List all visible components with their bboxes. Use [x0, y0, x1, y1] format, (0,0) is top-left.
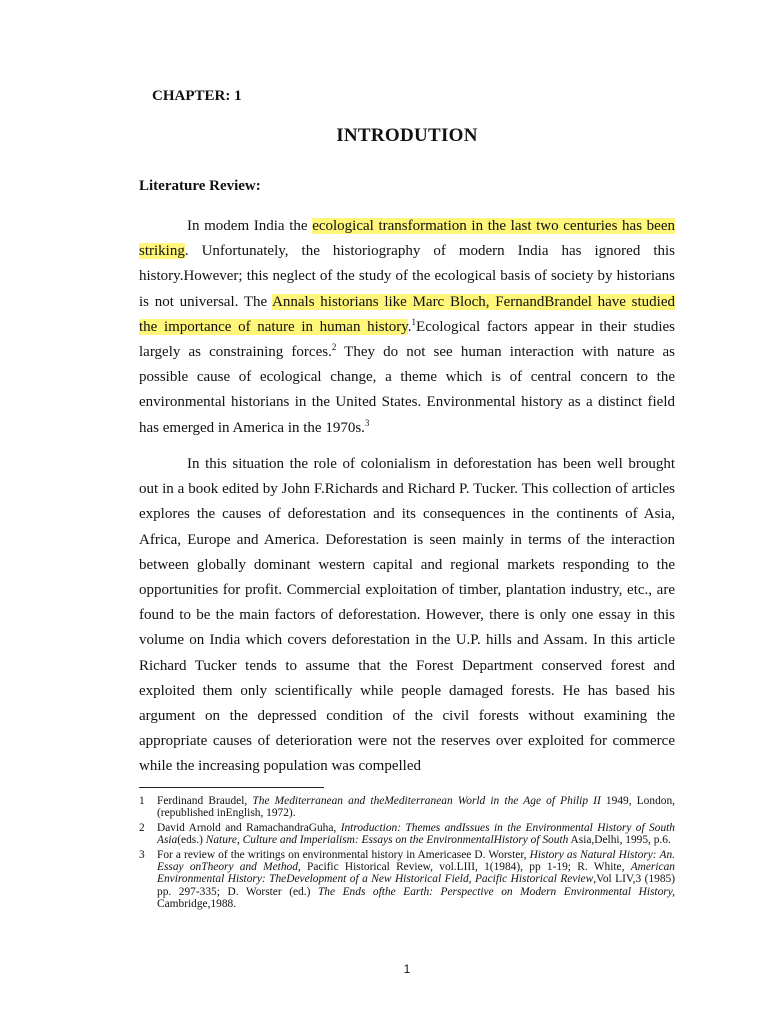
footnote-divider: [139, 787, 324, 788]
paragraph-1: [139, 214, 675, 441]
italic-title: The Mediterranean and theMediterranean World in the Age of Philip II: [252, 795, 601, 807]
text-run: They do not see human interaction with nature as possible cause of ecological change, a theme which is of central concern to the environmental historians in the United States. Environmental history as a distinct field has emerged in America in the 1970s.: [139, 344, 675, 436]
footnotes: [139, 795, 675, 913]
footnote: [139, 795, 675, 820]
text-run: Cambridge,1988.: [157, 898, 237, 911]
footnote-ref[interactable]: 2: [331, 342, 337, 353]
text-run: ,Vol LIV,3 (1985) pp. 297-335; D. Worster (ed.): [157, 873, 676, 898]
highlighted-text: Annals historians like Marc Bloch, FernandBrandel have studied the importance of nature in human history: [139, 293, 676, 335]
footnote-number: 1: [139, 795, 145, 807]
highlighted-text: ecological transformation in the last two centuries has been striking: [139, 218, 675, 260]
text-run: Ferdinand Braudel,: [157, 795, 253, 807]
text-run: In this situation the role of colonialism in deforestation has been well brought out in a book edited by John F.Richards and Richard P. Tucker. This collection of articles explores the causes of deforestation and its consequences in the continents of Asia, Africa, Europe and America. Deforestation is seen mainly in terms of the interaction between globally dominant western capital and regional markets responding to the opportunities for profit. Commercial exploitation of timber, plantation industry, etc., are found to be the main factors of deforestation. However, there is only one essay in this volume on India which covers deforestation in the U.P. hills and Assam. In this article Richard Tucker tends to assume that the Forest Department conserved forest and exploited them only scientifically while people damaged forests. He has based his argument on the depressed condition of the civil forests without examining the appropriate causes of deterioration were not the reserves over exploited for commerce while the increasing population was compelled: [139, 456, 675, 775]
text-run: .: [407, 318, 412, 335]
footnote-number: 2: [139, 821, 145, 834]
text-run: David Arnold and RamachandraGuha,: [157, 821, 341, 834]
footnote-ref[interactable]: 1: [411, 316, 417, 327]
footnote-number: 3: [139, 848, 145, 861]
italic-title: Introduction: Themes andIssues in the Environmental History of South Asia: [157, 821, 676, 847]
text-run: , Pacific Historical Review, vol.LIII, 1(1984), pp 1-19; R. White,: [297, 861, 631, 874]
italic-title: Nature, Culture and Imperialism: Essays on the EnvironmentalHistory of South: [205, 834, 569, 847]
text-run: For a review of the writings on environmental history in Americasee D. Worster,: [157, 848, 530, 861]
text-run: . Unfortunately, the historiography of modern India has ignored this history.However; this neglect of the study of the ecological basis of society by historians is not universal. The: [139, 243, 675, 310]
footnote-text: [157, 849, 675, 911]
italic-title: The Ends ofthe Earth: Perspective on Modern Environmental History,: [317, 885, 675, 898]
footnote: [139, 822, 675, 847]
text-run: Asia,Delhi, 1995, p.6.: [568, 834, 671, 847]
chapter-label: CHAPTER: 1: [152, 88, 242, 104]
paragraph-2: [139, 452, 675, 780]
section-heading: Literature Review:: [139, 178, 261, 194]
italic-title: American Environmental History: TheDevelopment of a New Historical Field, Pacific Historical Review: [157, 861, 675, 886]
text-run: (eds.): [177, 834, 206, 847]
footnote-text: [157, 822, 675, 847]
footnote: [139, 849, 675, 911]
footnote-ref[interactable]: 3: [364, 417, 370, 428]
text-run: Ecological factors appear in their studies largely as constraining forces.: [139, 318, 675, 361]
page-number: 1: [403, 962, 411, 976]
footnote-text: [157, 795, 675, 820]
chapter-title: INTRODUTION: [336, 125, 478, 146]
italic-title: History as Natural History: An. Essay onTheory and Method: [157, 848, 675, 874]
text-run: In modem India the: [187, 218, 313, 234]
text-run: 1949, London,(republished inEnglish, 1972).: [157, 795, 675, 820]
